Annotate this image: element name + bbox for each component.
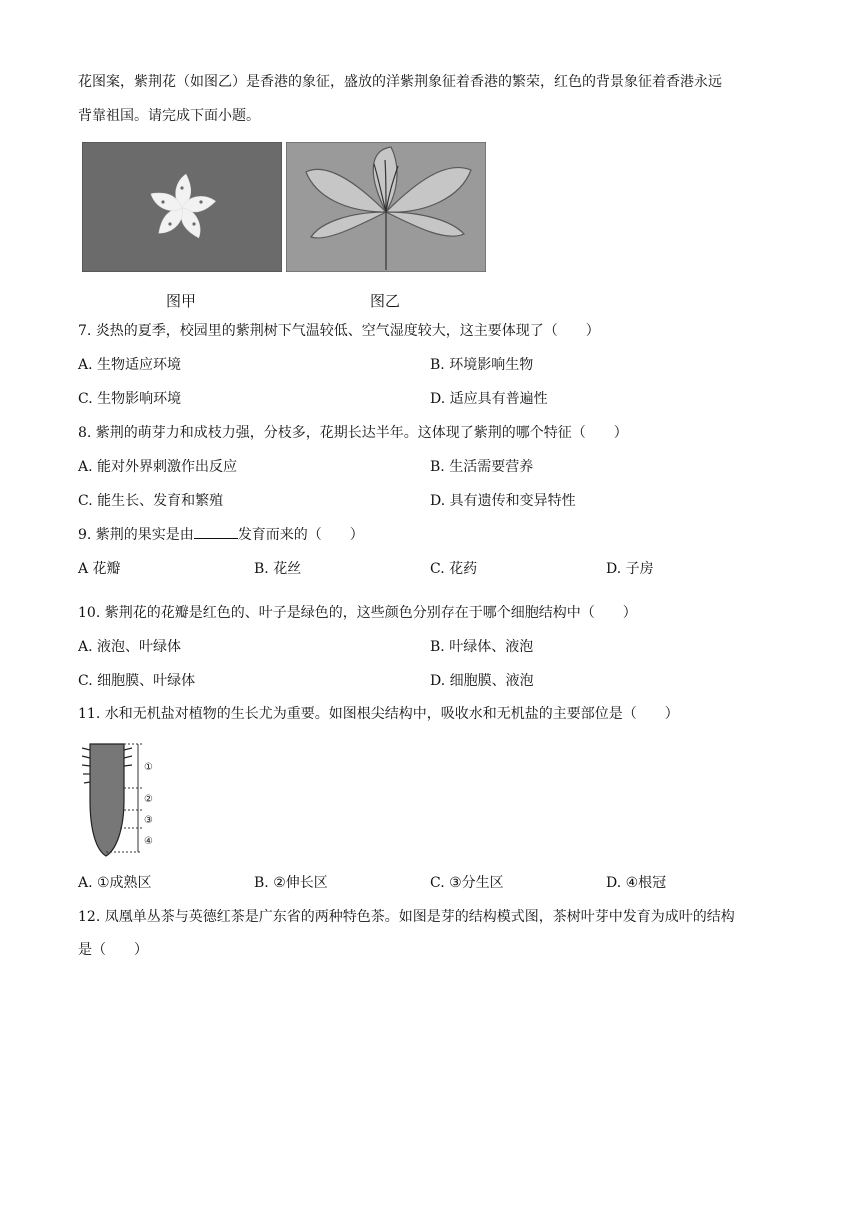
root-zone-label-1: ① xyxy=(144,762,153,773)
question-12-stem-line-2: 是（ ） xyxy=(78,942,148,958)
root-tip-diagram xyxy=(80,740,170,860)
question-9-stem-end: 发育而来的（ ） xyxy=(237,527,364,543)
question-9-option-b: B. 花丝 xyxy=(254,561,302,577)
question-7-stem: 7. 炎热的夏季，校园里的紫荆树下气温较低、空气湿度较大，这主要体现了（ ） xyxy=(78,323,600,339)
question-11-option-a: A. ①成熟区 xyxy=(78,875,152,891)
question-7-option-c: C. 生物影响环境 xyxy=(78,391,182,407)
question-7-option-d: D. 适应具有普遍性 xyxy=(430,391,548,407)
question-8-option-b: B. 生活需要营养 xyxy=(430,459,534,475)
question-10-option-a: A. 液泡、叶绿体 xyxy=(78,639,182,655)
question-8-option-c: C. 能生长、发育和繁殖 xyxy=(78,493,224,509)
question-10-option-c: C. 细胞膜、叶绿体 xyxy=(78,673,196,689)
intro-line-2: 背靠祖国。请完成下面小题。 xyxy=(78,108,260,124)
question-9-stem-start: 9. 紫荆的果实是由 xyxy=(78,527,194,543)
figure-jia-caption: 图甲 xyxy=(166,292,197,310)
question-11-stem: 11. 水和无机盐对植物的生长尤为重要。如图根尖结构中，吸收水和无机盐的主要部位是（ ） xyxy=(78,706,679,722)
question-7-option-b: B. 环境影响生物 xyxy=(430,357,534,373)
question-9-option-a: A 花瓣 xyxy=(78,561,121,577)
question-9-option-d: D. 子房 xyxy=(606,561,654,577)
question-8-option-a: A. 能对外界刺激作出反应 xyxy=(78,459,238,475)
root-zone-label-3: ③ xyxy=(144,815,153,826)
question-12-stem-line-1: 12. 凤凰单丛茶与英德红茶是广东省的两种特色茶。如图是芽的结构模式图，茶树叶芽中发育为成叶的结构 xyxy=(78,909,735,925)
question-10-stem: 10. 紫荆花的花瓣是红色的、叶子是绿色的，这些颜色分别存在于哪个细胞结构中（ ） xyxy=(78,605,637,621)
intro-line-1: 花图案，紫荆花（如图乙）是香港的象征，盛放的洋紫荆象征着香港的繁荣，红色的背景象征着香港永远 xyxy=(78,74,722,90)
question-9-stem xyxy=(78,524,364,545)
question-11-option-b: B. ②伸长区 xyxy=(254,875,328,891)
figure-yi-caption: 图乙 xyxy=(370,292,401,310)
root-zone-label-2: ② xyxy=(144,794,153,805)
figure-yi-flower xyxy=(286,142,486,272)
question-10-option-b: B. 叶绿体、液泡 xyxy=(430,639,534,655)
question-10-option-d: D. 细胞膜、液泡 xyxy=(430,673,534,689)
question-9-blank xyxy=(194,524,238,539)
question-9-option-c: C. 花药 xyxy=(430,561,478,577)
root-zone-label-4: ④ xyxy=(144,836,153,847)
figure-jia-flag xyxy=(82,142,282,272)
question-11-option-d: D. ④根冠 xyxy=(606,875,667,891)
question-7-option-a: A. 生物适应环境 xyxy=(78,357,182,373)
question-11-option-c: C. ③分生区 xyxy=(430,875,504,891)
question-8-stem: 8. 紫荆的萌芽力和成枝力强，分枝多，花期长达半年。这体现了紫荆的哪个特征（ ） xyxy=(78,425,628,441)
question-8-option-d: D. 具有遗传和变异特性 xyxy=(430,493,576,509)
